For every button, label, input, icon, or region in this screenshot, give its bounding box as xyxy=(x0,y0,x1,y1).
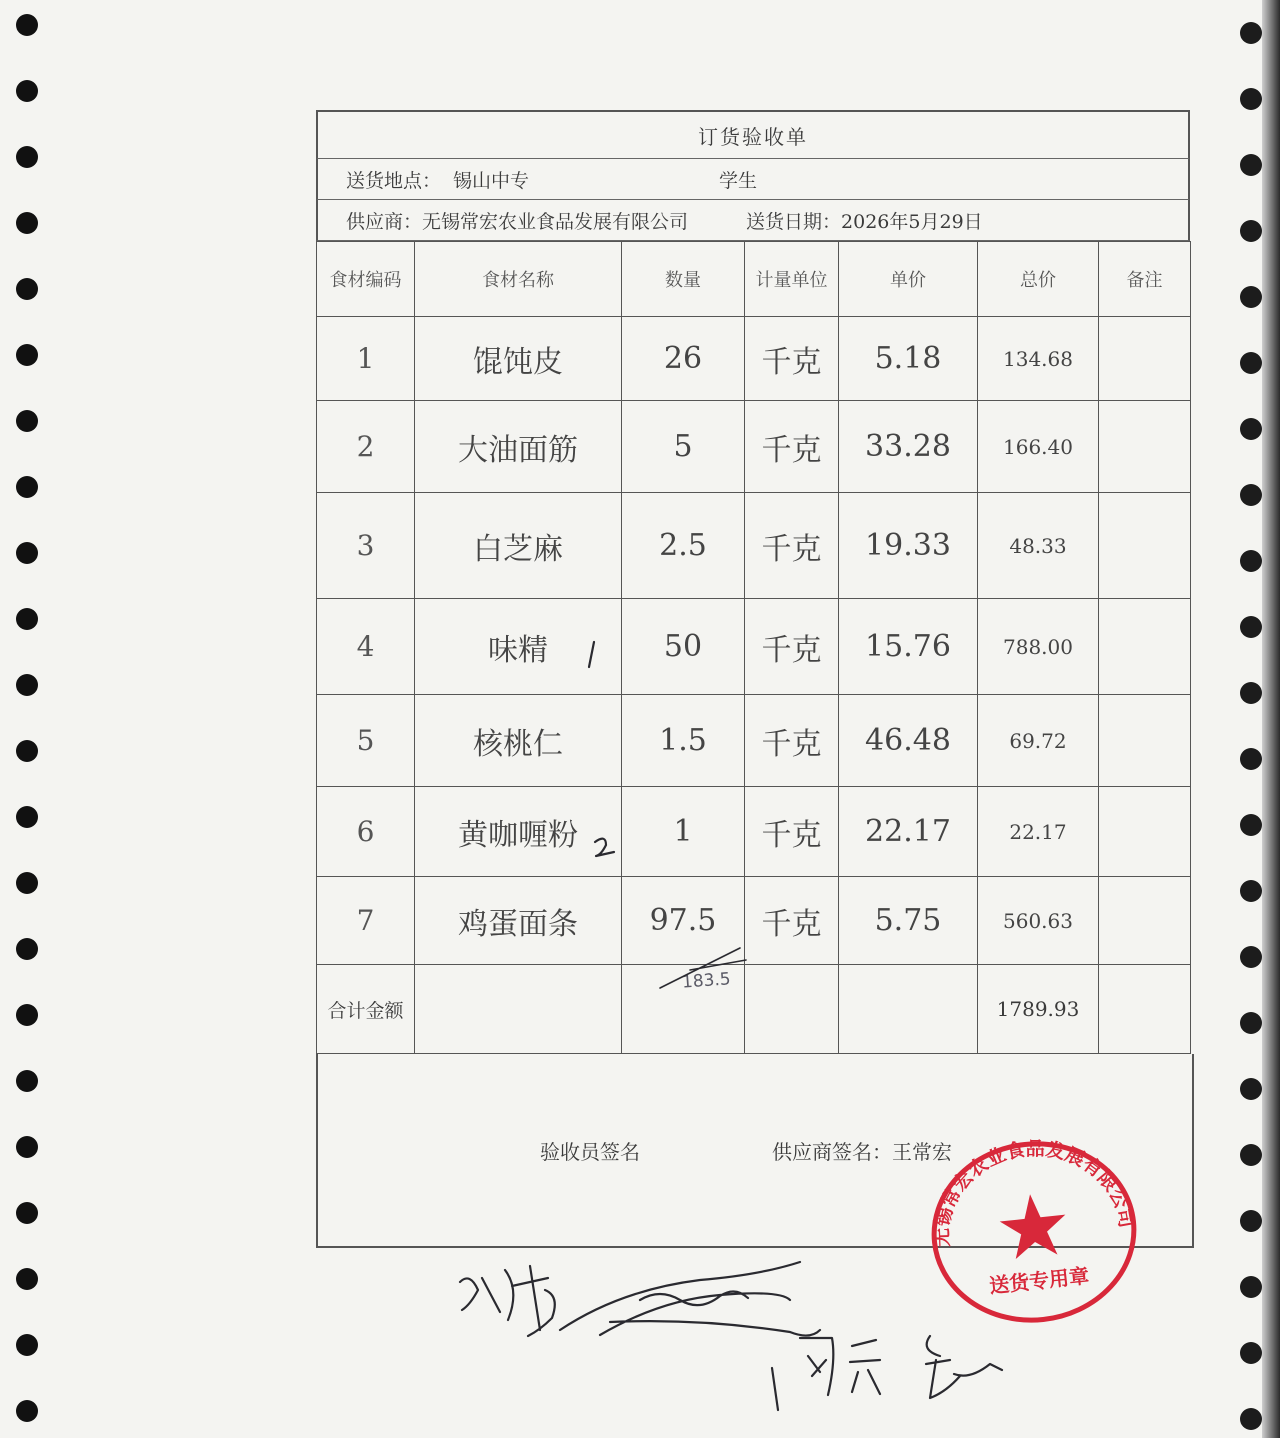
item-unit: 千克 xyxy=(745,401,839,493)
item-unit: 千克 xyxy=(745,599,839,695)
item-qty: 2.5 xyxy=(622,493,745,599)
item-unit: 千克 xyxy=(745,493,839,599)
item-code: 1 xyxy=(317,317,415,401)
form-title: 订货验收单 xyxy=(316,110,1190,159)
inspector-signature-label: 验收员签名 xyxy=(540,1140,640,1164)
item-total: 166.40 xyxy=(978,401,1099,493)
item-name: 馄饨皮 xyxy=(415,317,622,401)
item-code: 3 xyxy=(317,493,415,599)
header-qty: 数量 xyxy=(622,242,745,317)
item-price: 33.28 xyxy=(839,401,978,493)
item-qty: 50 xyxy=(622,599,745,695)
item-total: 69.72 xyxy=(978,695,1099,787)
item-unit: 千克 xyxy=(745,787,839,877)
item-price: 5.18 xyxy=(839,317,978,401)
item-unit: 千克 xyxy=(745,877,839,965)
item-total: 560.63 xyxy=(978,877,1099,965)
handwritten-total-qty: 183.5 xyxy=(681,969,732,993)
delivery-date-label: 送货日期： xyxy=(746,210,842,233)
item-qty: 97.5 xyxy=(622,877,745,965)
recipient-value: 学生 xyxy=(719,169,758,192)
item-name: 鸡蛋面条 xyxy=(415,877,622,965)
total-amount: 1789.93 xyxy=(978,965,1099,1054)
item-qty: 5 xyxy=(622,401,745,493)
item-total: 788.00 xyxy=(978,599,1099,695)
item-price: 15.76 xyxy=(839,599,978,695)
item-total: 48.33 xyxy=(978,493,1099,599)
company-stamp xyxy=(928,1138,1140,1326)
item-code: 6 xyxy=(317,787,415,877)
item-name: 大油面筋 xyxy=(415,401,622,493)
delivery-location-label: 送货地点： xyxy=(346,169,442,192)
item-unit: 千克 xyxy=(745,695,839,787)
item-total: 134.68 xyxy=(978,317,1099,401)
item-total: 22.17 xyxy=(978,787,1099,877)
item-code: 7 xyxy=(317,877,415,965)
item-name: 味精 xyxy=(415,599,622,695)
stamp-company-text: 无锡常宏农业食品发展有限公司 xyxy=(930,1138,1138,1248)
total-label: 合计金额 xyxy=(317,965,415,1054)
item-code: 2 xyxy=(317,401,415,493)
header-unit: 计量单位 xyxy=(745,242,839,317)
item-qty: 1.5 xyxy=(622,695,745,787)
supplier-value: 无锡常宏农业食品发展有限公司 xyxy=(422,210,689,233)
stamp-star-icon xyxy=(997,1191,1069,1261)
item-price: 22.17 xyxy=(839,787,978,877)
delivery-location-value: 锡山中专 xyxy=(453,169,530,192)
item-name: 黄咖喱粉 xyxy=(415,787,622,877)
item-name: 核桃仁 xyxy=(415,695,622,787)
header-total: 总价 xyxy=(978,242,1099,317)
item-price: 19.33 xyxy=(839,493,978,599)
header-note: 备注 xyxy=(1099,242,1191,317)
tick-mark xyxy=(589,642,594,667)
item-code: 4 xyxy=(317,599,415,695)
item-code: 5 xyxy=(317,695,415,787)
item-price: 5.75 xyxy=(839,877,978,965)
stamp-purpose-text: 送货专用章 xyxy=(988,1263,1091,1298)
supplier-signature-label: 供应商签名：王常宏 xyxy=(772,1140,952,1164)
delivery-date-value: 2026年5月29日 xyxy=(841,210,983,233)
supplier-label: 供应商： xyxy=(346,210,423,233)
item-qty: 26 xyxy=(622,317,745,401)
header-code: 食材编码 xyxy=(317,242,415,317)
header-price: 单价 xyxy=(839,242,978,317)
supplier-signer-name: 王常宏 xyxy=(892,1140,952,1164)
item-name: 白芝麻 xyxy=(415,493,622,599)
header-name: 食材名称 xyxy=(415,242,622,317)
item-unit: 千克 xyxy=(745,317,839,401)
item-price: 46.48 xyxy=(839,695,978,787)
item-qty: 1 xyxy=(622,787,745,877)
